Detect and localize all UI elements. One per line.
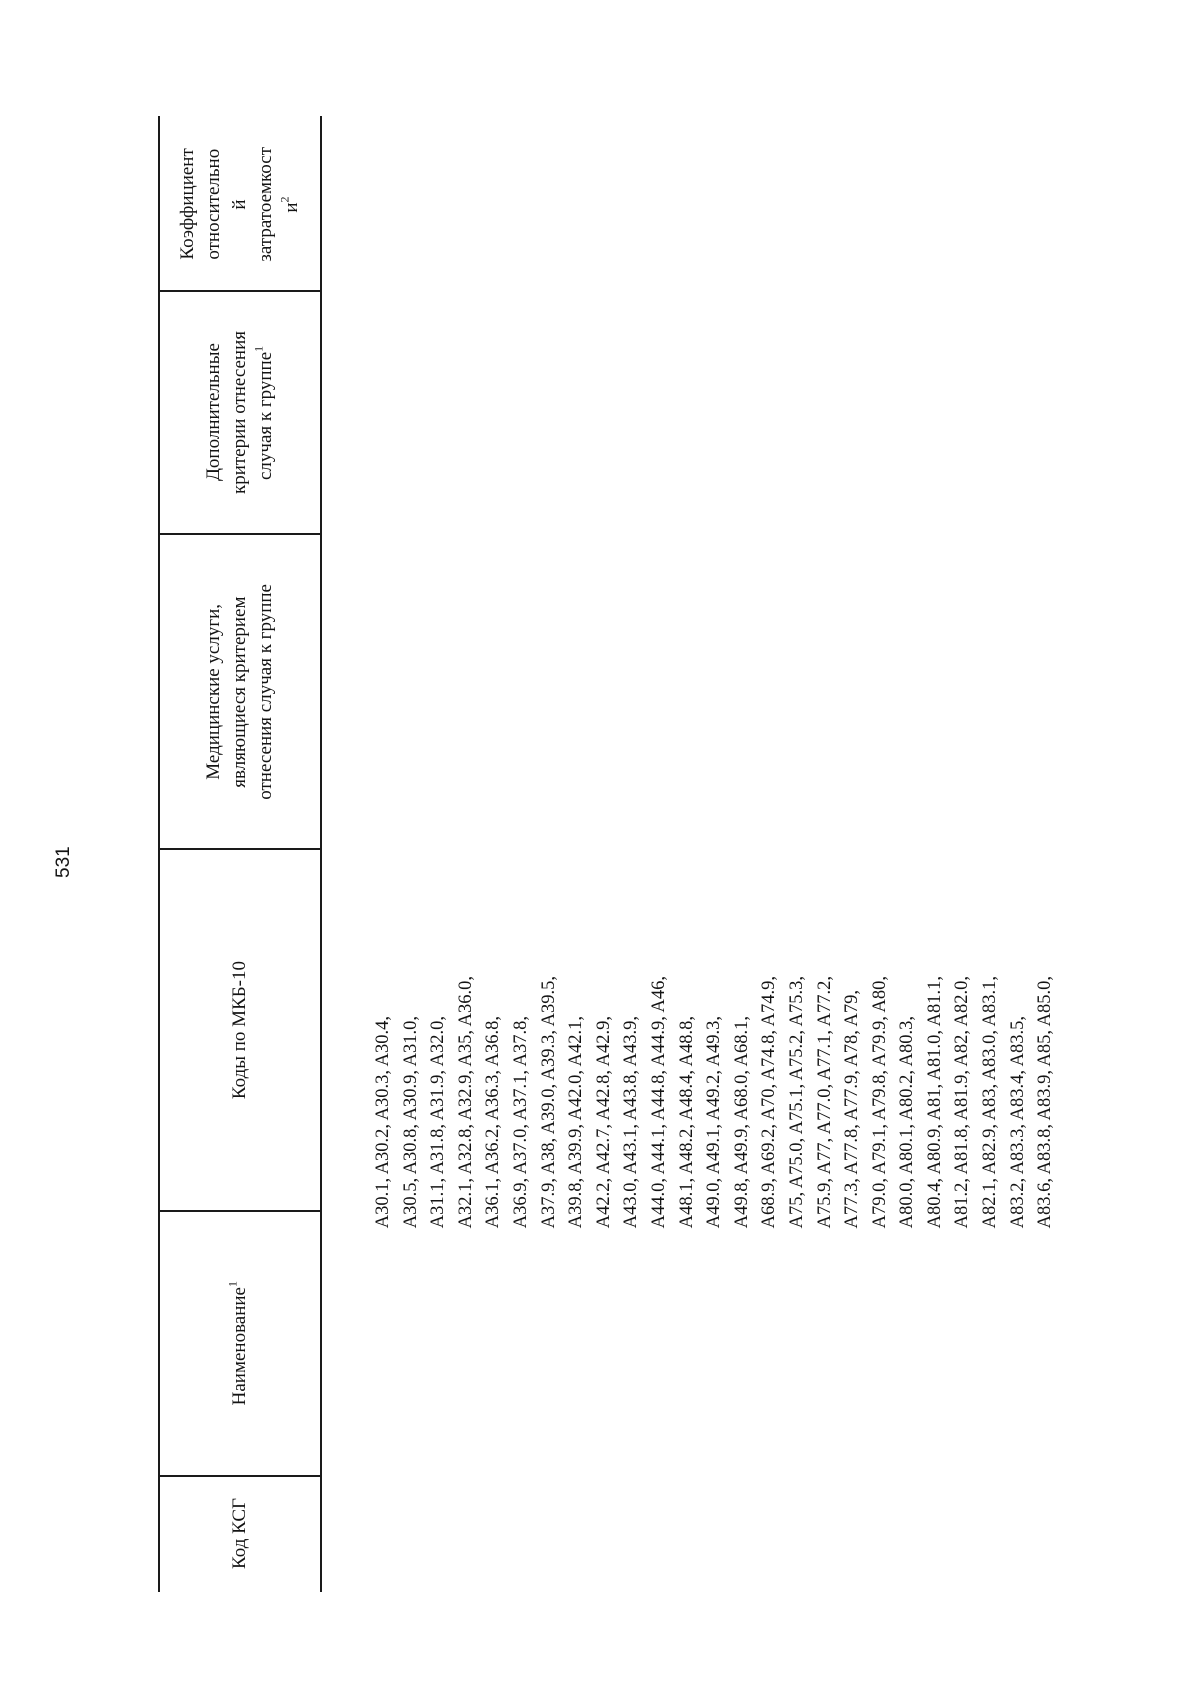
- icd-code-line: A36.9, A37.0, A37.1, A37.8,: [510, 1015, 531, 1228]
- footnote-marker: 1: [225, 1281, 240, 1288]
- header-services-label: Медицинские услуги, являющиеся критерием отнесения случая к группе: [203, 583, 276, 800]
- icd-code-line: A83.2, A83.3, A83.4, A83.5,: [1007, 1015, 1028, 1228]
- icd-code-line: A31.1, A31.8, A31.9, A32.0,: [428, 1015, 449, 1228]
- header-extra-criteria-label: Дополнительные критерии отнесения случая к группе: [203, 330, 276, 495]
- icd-code-line: A80.0, A80.1, A80.2, A80.3,: [897, 1015, 918, 1228]
- header-cell-ksg-code: [160, 1477, 320, 1590]
- header-name-label: Наименование: [229, 1287, 250, 1406]
- header-cell-extra-criteria: [160, 292, 320, 533]
- icd-code-line: A49.8, A49.9, A68.0, A68.1,: [731, 1015, 752, 1228]
- icd-code-line: A30.1, A30.2, A30.3, A30.4,: [373, 1015, 393, 1228]
- icd-code-line: A30.5, A30.8, A30.9, A31.0,: [400, 1015, 421, 1228]
- icd-codes-cell: [370, 893, 1095, 1228]
- icd-code-line: A37.9, A38, A39.0, A39.3, A39.5,: [538, 975, 559, 1228]
- header-coefficient-label: Коэффициент относительно й затратоемкост и: [177, 146, 302, 262]
- header-cell-icd-codes: [160, 850, 320, 1210]
- icd-code-line: A75, A75.0, A75.1, A75.2, A75.3,: [786, 975, 807, 1228]
- icd-code-line: A81.2, A81.8, A81.9, A82, A82.0,: [952, 975, 973, 1228]
- icd-code-line: A39.8, A39.9, A42.0, A42.1,: [566, 1015, 587, 1228]
- icd-code-line: A83.6, A83.8, A83.9, A85, A85.0,: [1035, 975, 1056, 1228]
- page-number: 531: [53, 846, 74, 878]
- icd-code-line: A79.0, A79.1, A79.8, A79.9, A80,: [869, 975, 890, 1228]
- icd-code-line: A32.1, A32.8, A32.9, A35, A36.0,: [455, 975, 476, 1228]
- icd-code-line: A82.1, A82.9, A83, A83.0, A83.1,: [980, 975, 1001, 1228]
- footnote-marker: 1: [251, 345, 266, 352]
- footnote-marker: 2: [277, 195, 292, 202]
- icd-code-line: A77.3, A77.8, A77.9, A78, A79,: [842, 989, 863, 1228]
- header-cell-coefficient: [160, 118, 320, 290]
- icd-code-line: A43.0, A43.1, A43.8, A43.9,: [621, 1015, 642, 1228]
- header-icd-codes-label: Коды по МКБ-10: [229, 960, 250, 1100]
- icd-code-line: A42.2, A42.7, A42.8, A42.9,: [593, 1015, 614, 1228]
- icd-code-line: A49.0, A49.1, A49.2, A49.3,: [704, 1015, 725, 1228]
- icd-code-line: A44.0, A44.1, A44.8, A44.9, A46,: [648, 975, 669, 1228]
- header-cell-name: [160, 1212, 320, 1475]
- header-ksg-code-label: Код КСГ: [229, 1498, 250, 1569]
- icd-code-line: A36.1, A36.2, A36.3, A36.8,: [483, 1015, 504, 1228]
- table-header: [158, 116, 322, 1592]
- icd-code-line: A68.9, A69.2, A70, A74.8, A74.9,: [759, 975, 780, 1228]
- header-cell-services: [160, 535, 320, 848]
- icd-code-line: A48.1, A48.2, A48.4, A48.8,: [676, 1015, 697, 1228]
- icd-code-line: A75.9, A77, A77.0, A77.1, A77.2,: [814, 975, 835, 1228]
- header-bottom-rule: [320, 116, 322, 1592]
- icd-code-line: A80.4, A80.9, A81, A81.0, A81.1,: [924, 975, 945, 1228]
